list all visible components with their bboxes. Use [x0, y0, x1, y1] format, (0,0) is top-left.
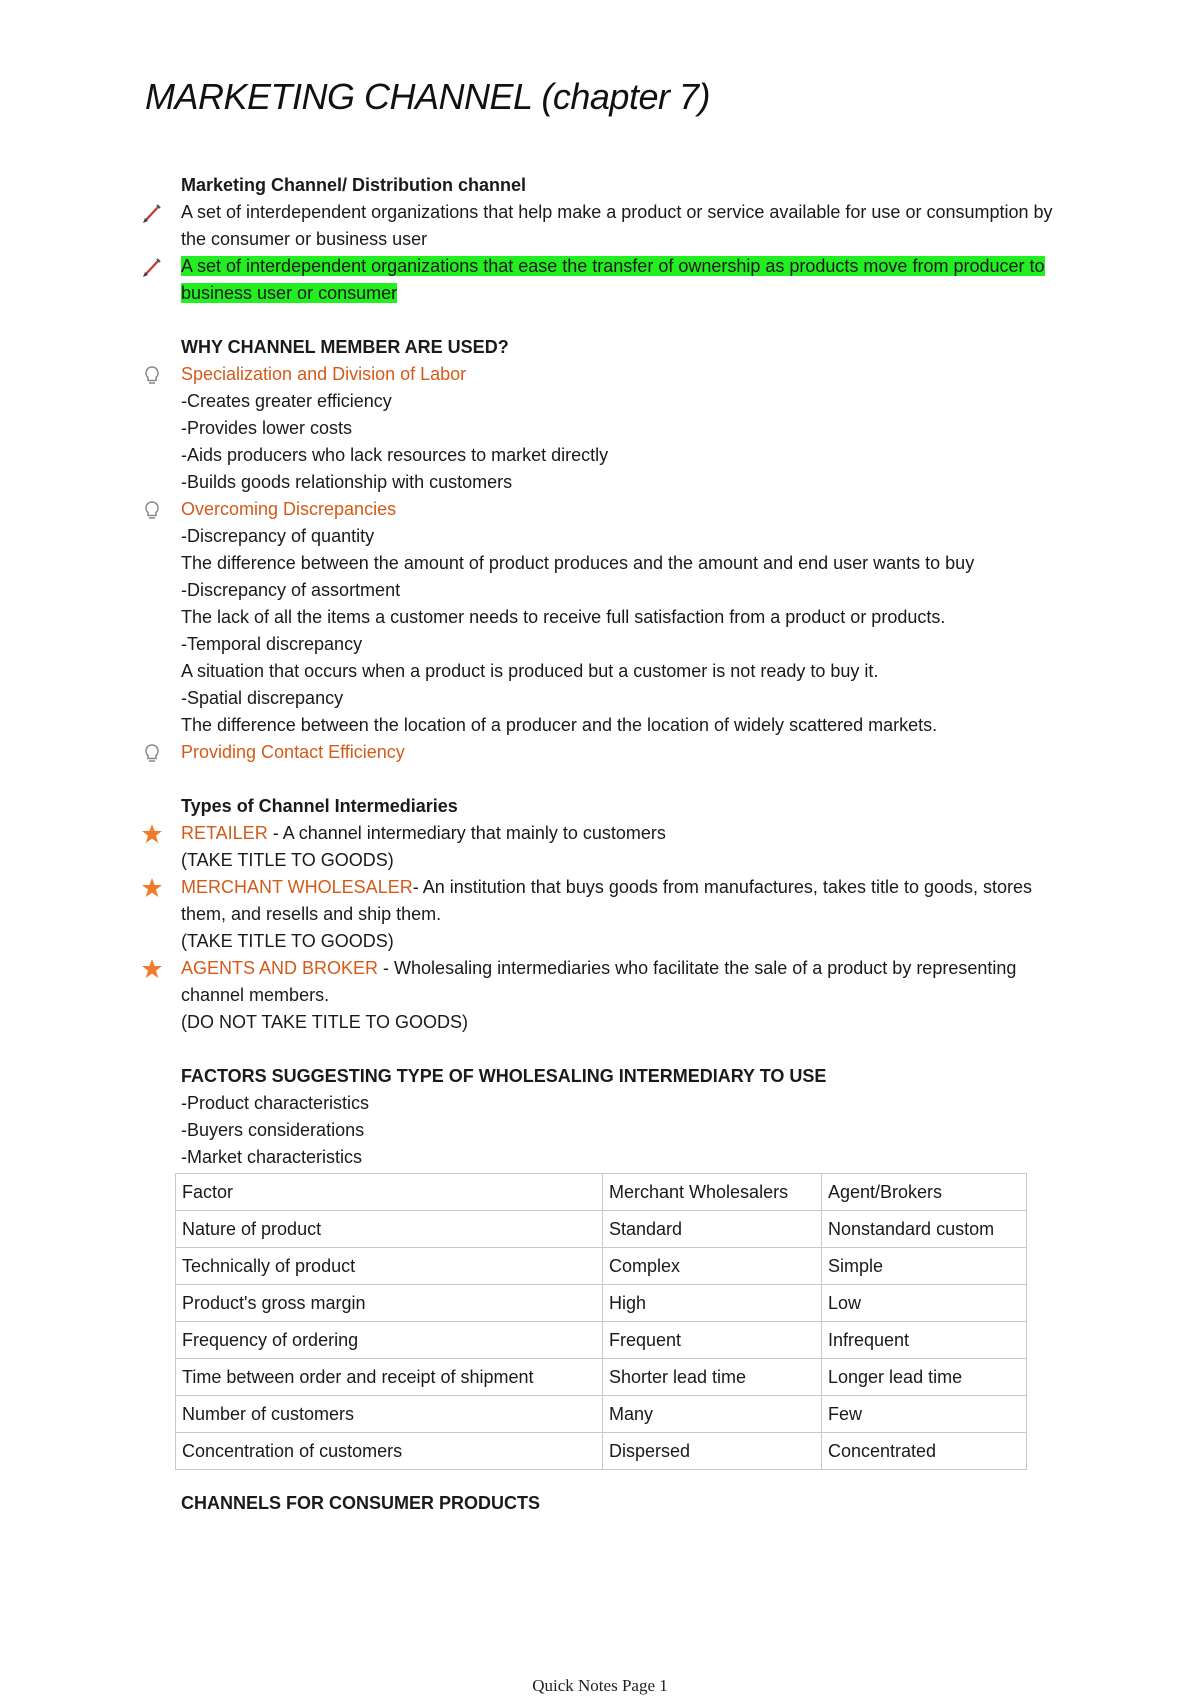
table-cell: Merchant Wholesalers [603, 1174, 822, 1211]
table-row [176, 1433, 1027, 1470]
star-icon [141, 877, 163, 899]
section-heading-intermediaries: Types of Channel Intermediaries [181, 796, 458, 816]
intermediary-desc: - Wholesaling intermediaries who facilitate the sale of a product by representing channel members. [181, 958, 1017, 1005]
list-item: -Spatial discrepancy [181, 688, 344, 708]
pencil-icon [141, 256, 163, 278]
list-item: -Temporal discrepancy [181, 634, 363, 654]
intermediary-note: (TAKE TITLE TO GOODS) [181, 931, 394, 951]
table-cell: High [603, 1285, 822, 1322]
highlighted-definition-text: A set of interdependent organizations that ease the transfer of ownership as products move from producer to business user or consumer [181, 256, 1045, 303]
table-cell: Concentrated [822, 1433, 1027, 1470]
table-row [176, 1359, 1027, 1396]
lightbulb-icon [141, 742, 163, 764]
list-item: -Builds goods relationship with customers [181, 472, 513, 492]
intermediary-note: (DO NOT TAKE TITLE TO GOODS) [181, 1012, 469, 1032]
table-header-row [176, 1174, 1027, 1211]
list-item: -Discrepancy of quantity [181, 526, 375, 546]
reason-label: Providing Contact Efficiency [181, 742, 405, 762]
section-heading-why-channel: WHY CHANNEL MEMBER ARE USED? [181, 337, 509, 357]
table-cell: Standard [603, 1211, 822, 1248]
bulb-item [181, 739, 1081, 766]
intermediary-desc: - A channel intermediary that mainly to customers [267, 823, 666, 843]
table-cell: Product's gross margin [176, 1285, 603, 1322]
intermediary-item [181, 874, 1081, 928]
list-item: The difference between the location of a producer and the location of widely scattered markets. [181, 715, 938, 735]
star-icon [141, 823, 163, 845]
table-cell: Dispersed [603, 1433, 822, 1470]
intermediary-name: AGENTS AND BROKER [181, 958, 379, 978]
definition-item [181, 253, 1081, 307]
table-row [176, 1211, 1027, 1248]
page-footer: Quick Notes Page 1 [532, 1676, 668, 1695]
table-cell: Number of customers [176, 1396, 603, 1433]
section-heading-factors: FACTORS SUGGESTING TYPE OF WHOLESALING INTERMEDIARY TO USE [181, 1066, 827, 1086]
section-heading-consumer-channels: CHANNELS FOR CONSUMER PRODUCTS [181, 1493, 541, 1513]
reason-label: Overcoming Discrepancies [181, 499, 397, 519]
table-cell: Frequent [603, 1322, 822, 1359]
page-title: MARKETING CHANNEL (chapter 7) [145, 76, 710, 117]
intermediary-name: RETAILER [181, 823, 268, 843]
table-cell: Complex [603, 1248, 822, 1285]
table-cell: Time between order and receipt of shipment [176, 1359, 603, 1396]
intermediary-note: (TAKE TITLE TO GOODS) [181, 850, 394, 870]
table-row [176, 1322, 1027, 1359]
table-cell: Nature of product [176, 1211, 603, 1248]
table-cell: Concentration of customers [176, 1433, 603, 1470]
list-item: -Creates greater efficiency [181, 391, 392, 411]
table-cell: Frequency of ordering [176, 1322, 603, 1359]
table-row [176, 1396, 1027, 1433]
list-item: The difference between the amount of product produces and the amount and end user wants to buy [181, 553, 975, 573]
list-item: The lack of all the items a customer needs to receive full satisfaction from a product or products. [181, 607, 946, 627]
bulb-item [181, 361, 1081, 388]
list-item: -Buyers considerations [181, 1120, 365, 1140]
intermediary-item [181, 820, 1081, 847]
table-cell: Infrequent [822, 1322, 1027, 1359]
intermediary-name: MERCHANT WHOLESALER [181, 877, 413, 897]
pencil-icon [141, 202, 163, 224]
reason-label: Specialization and Division of Labor [181, 364, 467, 384]
table-cell: Many [603, 1396, 822, 1433]
table-cell: Factor [176, 1174, 603, 1211]
definition-text: A set of interdependent organizations that help make a product or service available for use or consumption by the consumer or business user [181, 202, 1053, 249]
lightbulb-icon [141, 364, 163, 386]
bulb-item [181, 496, 1081, 523]
notes-content [181, 172, 1081, 1517]
section-heading-marketing-channel: Marketing Channel/ Distribution channel [181, 175, 527, 195]
intermediary-desc: - An institution that buys goods from manufactures, takes title to goods, stores them, and resells and ship them. [181, 877, 1033, 924]
table-row [176, 1248, 1027, 1285]
table-cell: Longer lead time [822, 1359, 1027, 1396]
table-cell: Low [822, 1285, 1027, 1322]
list-item: -Aids producers who lack resources to market directly [181, 445, 609, 465]
table-cell: Nonstandard custom [822, 1211, 1027, 1248]
definition-item [181, 199, 1081, 253]
lightbulb-icon [141, 499, 163, 521]
table-row [176, 1285, 1027, 1322]
list-item: -Product characteristics [181, 1093, 370, 1113]
intermediary-item [181, 955, 1081, 1009]
list-item: -Provides lower costs [181, 418, 353, 438]
factors-table [175, 1173, 1027, 1470]
table-cell: Simple [822, 1248, 1027, 1285]
list-item: -Market characteristics [181, 1147, 363, 1167]
table-cell: Few [822, 1396, 1027, 1433]
table-cell: Shorter lead time [603, 1359, 822, 1396]
list-item: -Discrepancy of assortment [181, 580, 401, 600]
star-icon [141, 958, 163, 980]
list-item: A situation that occurs when a product is produced but a customer is not ready to buy it. [181, 661, 879, 681]
table-cell: Agent/Brokers [822, 1174, 1027, 1211]
table-cell: Technically of product [176, 1248, 603, 1285]
